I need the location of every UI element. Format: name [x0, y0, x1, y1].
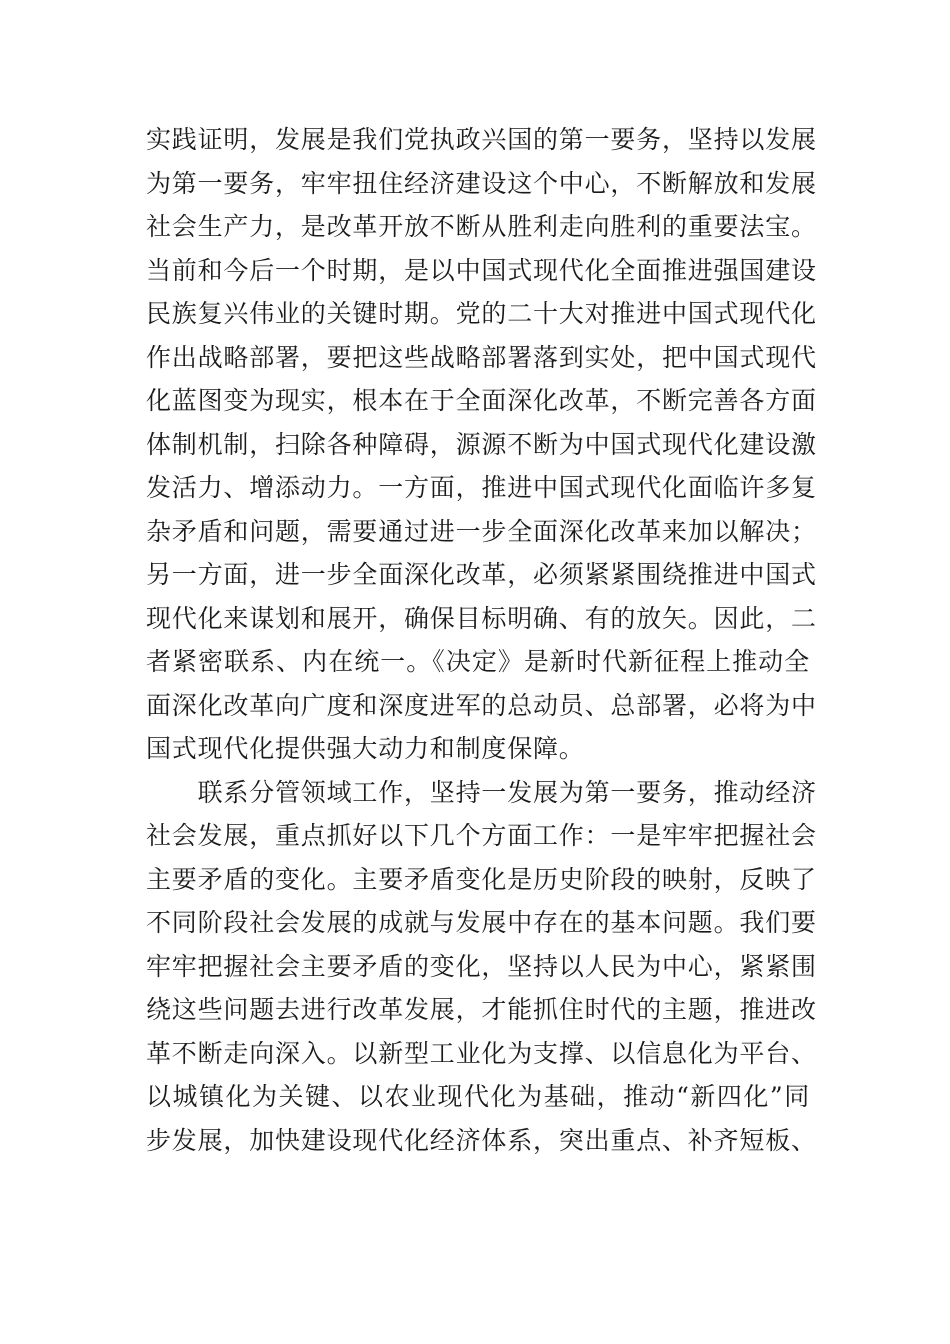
text-line: 牢牢把握社会主要矛盾的变化，坚持以人民为中心，紧紧围	[146, 951, 817, 981]
text-line: 主要矛盾的变化。主要矛盾变化是历史阶段的映射，反映了	[146, 864, 817, 894]
body-text	[146, 118, 817, 1162]
text-line: 联系分管领域工作，坚持一发展为第一要务，推动经济	[146, 777, 817, 807]
text-line: 为第一要务，牢牢扭住经济建设这个中心，不断解放和发展	[146, 168, 817, 198]
text-line: 社会发展，重点抓好以下几个方面工作：一是牢牢把握社会	[146, 821, 817, 850]
text-line: 现代化来谋划和展开，确保目标明确、有的放矢。因此，二	[146, 603, 817, 633]
text-line: 步发展，加快建设现代化经济体系，突出重点、补齐短板、	[146, 1125, 817, 1155]
text-line: 另一方面，进一步全面深化改革，必须紧紧围绕推进中国式	[146, 560, 817, 589]
text-line: 面深化改革向广度和深度进军的总动员、总部署，必将为中	[146, 690, 817, 720]
paragraph-1	[146, 118, 817, 771]
text-line: 作出战略部署，要把这些战略部署落到实处，把中国式现代	[146, 342, 817, 372]
text-line: 革不断走向深入。以新型工业化为支撑、以信息化为平台、	[146, 1038, 817, 1068]
text-line: 体制机制，扫除各种障碍，源源不断为中国式现代化建设激	[146, 429, 817, 459]
text-line: 当前和今后一个时期，是以中国式现代化全面推进强国建设	[146, 255, 817, 285]
text-line: 民族复兴伟业的关键时期。党的二十大对推进中国式现代化	[146, 299, 817, 328]
text-line: 以城镇化为关键、以农业现代化为基础，推动“新四化”同	[146, 1082, 810, 1111]
text-line: 化蓝图变为现实，根本在于全面深化改革，不断完善各方面	[146, 386, 817, 415]
text-line: 发活力、增添动力。一方面，推进中国式现代化面临许多复	[146, 473, 817, 502]
text-line: 社会生产力，是改革开放不断从胜利走向胜利的重要法宝。	[146, 212, 817, 241]
text-line: 杂矛盾和问题，需要通过进一步全面深化改革来加以解决；	[146, 516, 817, 546]
text-line: 绕这些问题去进行改革发展，才能抓住时代的主题，推进改	[146, 995, 817, 1024]
text-line: 不同阶段社会发展的成就与发展中存在的基本问题。我们要	[146, 908, 817, 937]
text-line: 国式现代化提供强大动力和制度保障。	[146, 734, 585, 763]
text-line: 实践证明，发展是我们党执政兴国的第一要务，坚持以发展	[146, 125, 817, 154]
text-line: 者紧密联系、内在统一。《决定》是新时代新征程上推动全	[146, 647, 810, 676]
paragraph-2	[146, 771, 817, 1163]
